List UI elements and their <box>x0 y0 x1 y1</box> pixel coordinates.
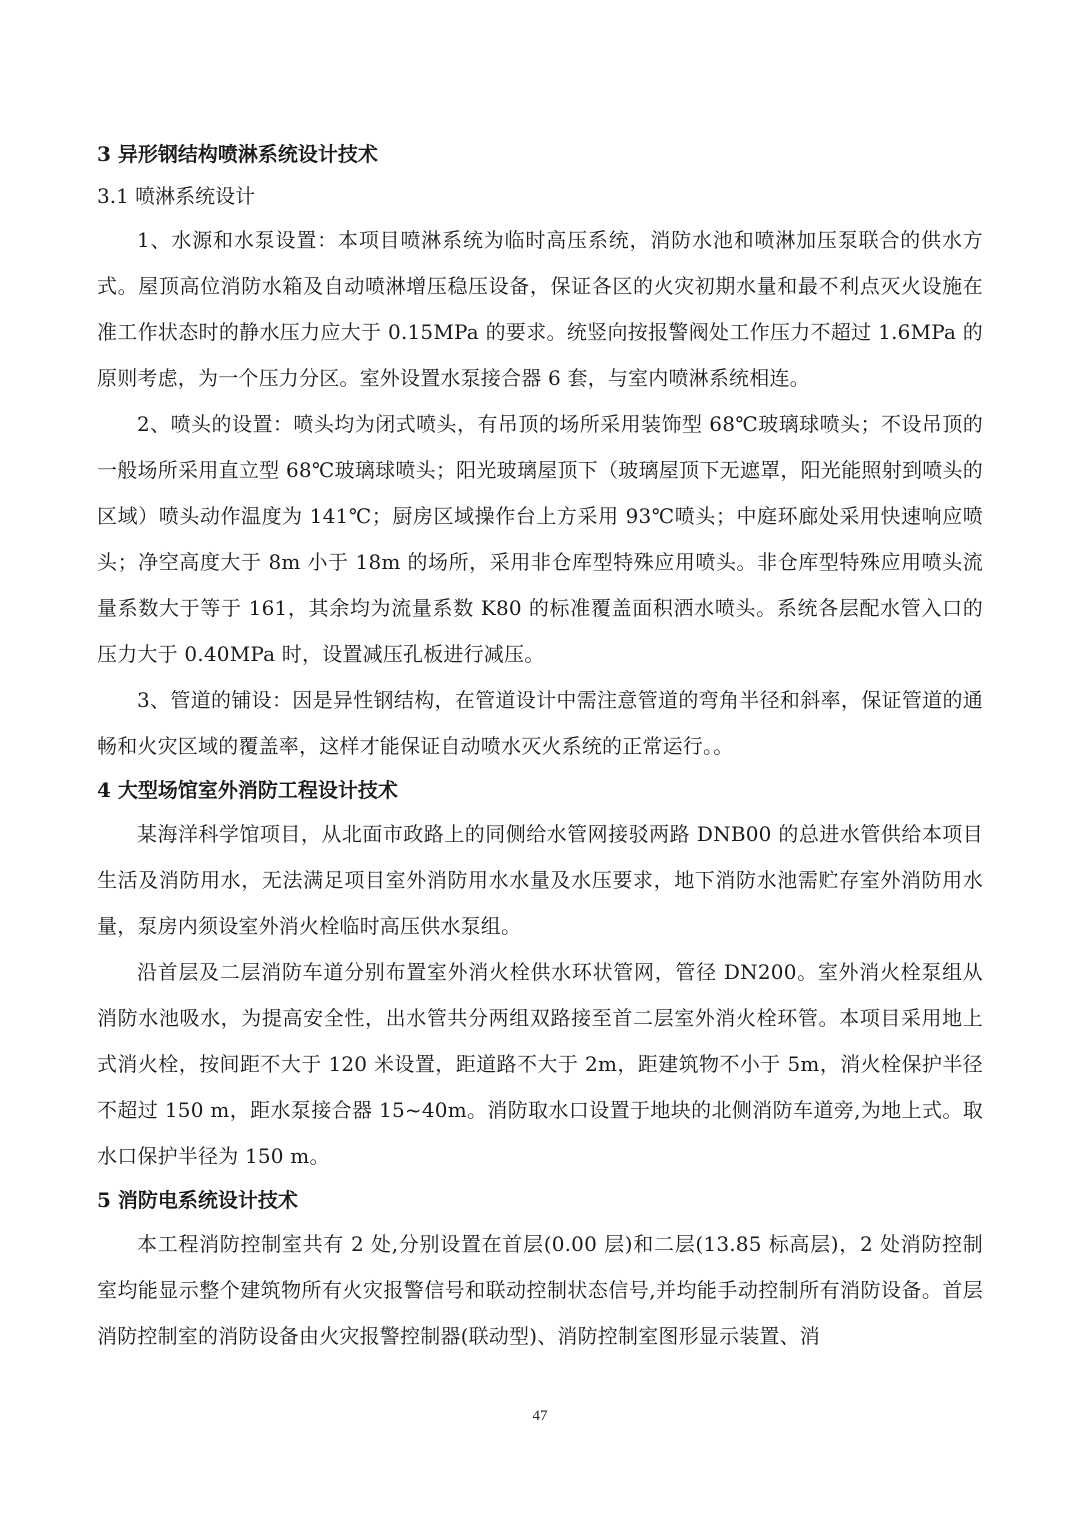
paragraph-water-source: 1、水源和水泵设置：本项目喷淋系统为临时高压系统，消防水池和喷淋加压泵联合的供水方式。屋顶高位消防水箱及自动喷淋增压稳压设备，保证各区的火灾初期水量和最不利点灭火设施在准工作状态时的静水压力应大于 0.15MPa 的要求。统竖向按报警阀处工作压力不超过 1.6MPa 的原则考虑，为一个压力分区。室外设置水泵接合器 6 套，与室内喷淋系统相连。 <box>97 228 983 390</box>
page-number: 47 <box>532 1408 548 1424</box>
section-4-heading: 4 大型场馆室外消防工程设计技术 <box>97 778 398 802</box>
section-3-heading: 3 异形钢结构喷淋系统设计技术 <box>97 142 378 166</box>
paragraph-sprinkler-heads: 2、喷头的设置：喷头均为闭式喷头，有吊顶的场所采用装饰型 68℃玻璃球喷头；不设吊顶的一般场所采用直立型 68℃玻璃球喷头；阳光玻璃屋顶下（玻璃屋顶下无遮罩，阳光能照射到喷头的区域）喷头动作温度为 141℃；厨房区域操作台上方采用 93℃喷头；中庭环廊处采用快速响应喷头；净空高度大于 8m 小于 18m 的场所，采用非仓库型特殊应用喷头。非仓库型特殊应用喷头流量系数大于等于 161，其余均为流量系数 K80 的标准覆盖面积洒水喷头。系统各层配水管入口的压力大于 0.40MPa 时，设置减压孔板进行减压。 <box>97 412 983 666</box>
page-body <box>97 133 983 1359</box>
paragraph-ocean-museum: 某海洋科学馆项目，从北面市政路上的同侧给水管网接驳两路 DNB00 的总进水管供给本项目生活及消防用水，无法满足项目室外消防用水水量及水压要求，地下消防水池需贮存室外消防用水量，泵房内须设室外消火栓临时高压供水泵组。 <box>97 822 983 938</box>
paragraph-control-room: 本工程消防控制室共有 2 处,分别设置在首层(0.00 层)和二层(13.85 标高层)，2 处消防控制室均能显示整个建筑物所有火灾报警信号和联动控制状态信号,并均能手动控制所有消防设备。首层消防控制室的消防设备由火灾报警控制器(联动型)、消防控制室图形显示装置、消 <box>97 1232 983 1348</box>
subsection-3-1-heading: 3.1 喷淋系统设计 <box>97 184 256 208</box>
section-5-heading: 5 消防电系统设计技术 <box>97 1188 298 1212</box>
paragraph-pipe-laying: 3、管道的铺设：因是异性钢结构，在管道设计中需注意管道的弯角半径和斜率，保证管道的通畅和火灾区域的覆盖率，这样才能保证自动喷水灭火系统的正常运行。。 <box>97 688 983 758</box>
paragraph-hydrant-network: 沿首层及二层消防车道分别布置室外消火栓供水环状管网，管径 DN200。室外消火栓泵组从消防水池吸水，为提高安全性，出水管共分两组双路接至首二层室外消火栓环管。本项目采用地上式消火栓，按间距不大于 120 米设置，距道路不大于 2m，距建筑物不小于 5m，消火栓保护半径不超过 150 m，距水泵接合器 15~40m。消防取水口设置于地块的北侧消防车道旁,为地上式。取水口保护半径为 150 m。 <box>97 960 983 1168</box>
